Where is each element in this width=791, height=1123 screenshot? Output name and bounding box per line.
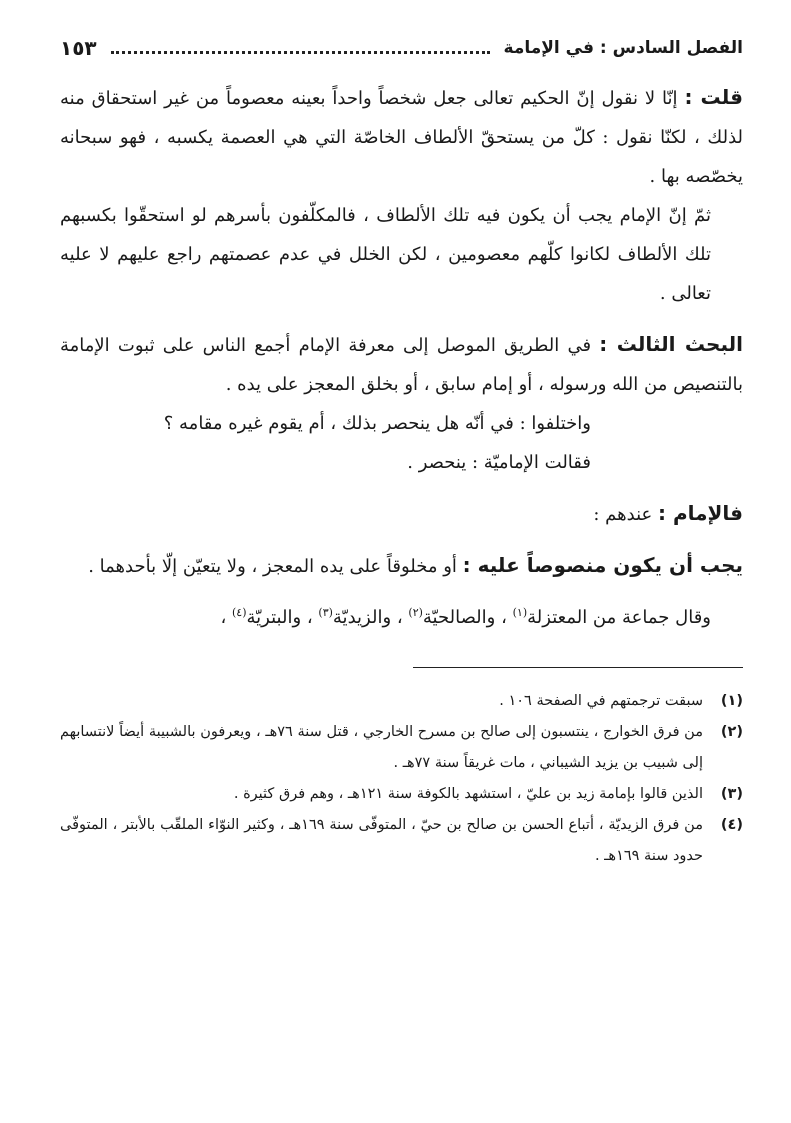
sects-text-b: ، والصالحيّة — [422, 607, 513, 628]
footnote-item — [60, 717, 743, 779]
sects-text-e: ، — [220, 607, 232, 628]
footnote-item — [60, 779, 743, 810]
footnote-separator — [413, 667, 743, 668]
footnote-text: من فرق الخوارج ، ينتسبون إلى صالح بن مسرح الخارجي ، قتل سنة ٧٦هـ ، ويعرفون بالشبيبة أيضاً لانتسابهم إلى شبيب بن يزيد الشيباني ، مات غريقاً سنة ٧٧هـ . — [60, 724, 703, 771]
footnote-item — [60, 810, 743, 872]
lead-third-topic: البحث الثالث : — [599, 332, 743, 356]
sects-text-c: ، والزيديّة — [332, 607, 409, 628]
footnote-ref-3: (٣) — [318, 606, 333, 619]
footnote-item — [60, 686, 743, 717]
paragraph-qult — [60, 78, 743, 196]
lead-imam: فالإمام : — [657, 501, 743, 525]
footnote-ref-1: (١) — [512, 606, 528, 619]
footnote-ref-4: (٤) — [231, 606, 247, 619]
footnote-number: (٢) — [720, 724, 743, 740]
book-page — [60, 28, 743, 1123]
running-header — [60, 28, 743, 68]
header-dotted-leader — [111, 51, 490, 54]
paragraph-imamiyya: فقالت الإماميّة : ينحصر . — [407, 452, 591, 473]
footnotes — [60, 686, 743, 872]
paragraph-imam-altaf: ثمّ إنّ الإمام يجب أن يكون فيه تلك الألطاف ، فالمكلّفون بأسرهم لو استحقّوا بكسبهم تلك الألطاف لكانوا كلّهم معصومين ، لكن الخلل في عدم عصمتهم راجع عليهم لا عليه تعالى . — [60, 205, 711, 304]
paragraph-sects — [60, 598, 743, 637]
footnote-text: من فرق الزيديّة ، أتباع الحسن بن صالح بن حيّ ، المتوفّى سنة ١٦٩هـ ، وكثير النوّاء الملقّب بالأبتر ، المتوفّى حدود سنة ١٦٩هـ . — [60, 817, 703, 864]
chapter-title: الفصل السادس : في الإمامة — [503, 38, 743, 58]
paragraph-text: عندهم : — [593, 504, 658, 525]
footnote-ref-2: (٢) — [408, 606, 423, 619]
footnote-number: (٣) — [720, 786, 743, 802]
paragraph-third-topic — [60, 325, 743, 404]
page-number: ١٥٣ — [60, 36, 97, 60]
footnote-text: سبقت ترجمتهم في الصفحة ١٠٦ . — [499, 693, 703, 709]
paragraph-text: في الطريق الموصل إلى معرفة الإمام أجمع الناس على ثبوت الإمامة بالتنصيص من الله ورسوله ، أو إمام سابق ، أو بخلق المعجز على يده . — [60, 335, 743, 395]
paragraph-text: أو مخلوقاً على يده المعجز ، ولا يتعيّن إلّا بأحدهما . — [88, 556, 463, 577]
lead-qult: قلت : — [684, 85, 743, 109]
paragraph-disagreement: واختلفوا : في أنّه هل ينحصر بذلك ، أم يقوم غيره مقامه ؟ — [163, 413, 591, 434]
paragraph-must-be-designated — [60, 546, 743, 586]
lead-must-be-designated: يجب أن يكون منصوصاً عليه : — [462, 553, 743, 577]
paragraph-imam-heading — [60, 494, 743, 534]
sects-text-d: ، والبتريّة — [246, 607, 319, 628]
footnote-text: الذين قالوا بإمامة زيد بن عليّ ، استشهد بالكوفة سنة ١٢١هـ ، وهم فرق كثيرة . — [233, 786, 703, 802]
footnote-number: (١) — [720, 693, 743, 709]
footnote-number: (٤) — [720, 817, 743, 833]
paragraph-text: إنّا لا نقول إنّ الحكيم تعالى جعل شخصاً واحداً بعينه معصوماً من غير استحقاق منه لذلك ، لكنّا نقول : كلّ من يستحقّ الألطاف الخاصّة التي هي العصمة يكسبه ، فهو سبحانه يخصّصه بها . — [60, 88, 743, 187]
sects-text-a: وقال جماعة من المعتزلة — [527, 607, 711, 628]
